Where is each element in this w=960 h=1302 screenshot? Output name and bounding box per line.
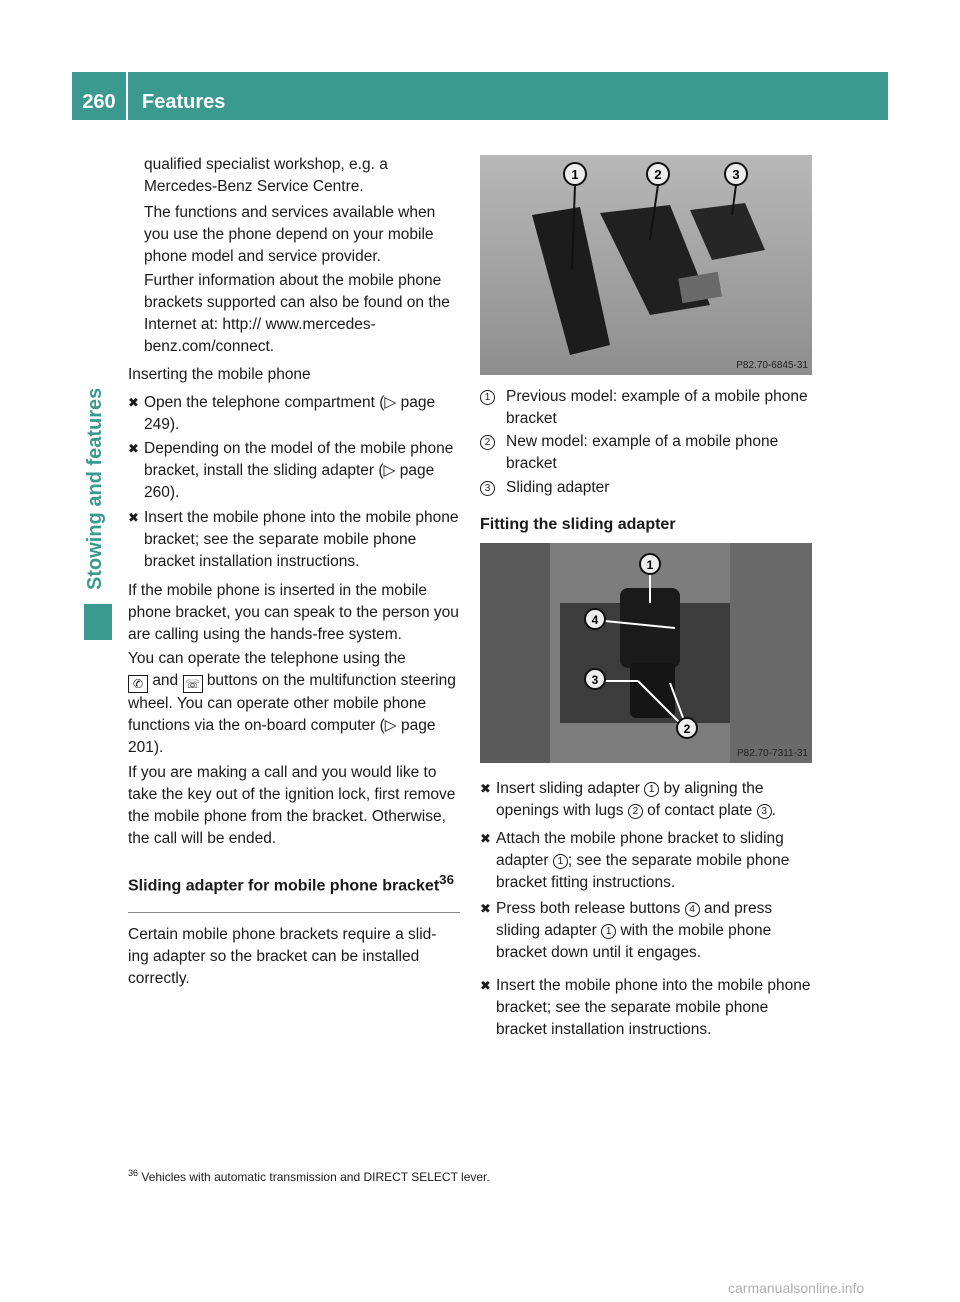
step-item: Press both release buttons 4 and press sliding adapter 1 with the mobile phone bracket down until it engages. [496,900,773,961]
legend-number: 2 [480,431,495,453]
paragraph: If you are making a call and you would like to take the key out of the ignition lock, first remove the mobile phone from the bracket. Otherwise, the call will be ended. [128,764,456,847]
svg-text:3: 3 [591,673,599,687]
x-bullet-icon: ✖ [128,395,139,410]
phone-brackets-photo [480,155,812,375]
step-item: Insert sliding adapter 1 by aligning the openings with lugs 2 of contact plate 3 . [496,780,776,819]
bullet-item: Insert the mobile phone into the mobile phone bracket; see the separate mobile phone bracket installation instructions. [144,509,459,570]
bullet-item: Depending on the model of the mobile phone bracket, install the sliding adapter (▷ page 260). [144,440,454,501]
page-number: 260 [72,72,126,120]
x-bullet-icon: ✖ [480,901,491,916]
watermark: carmanualsonline.info [728,1280,865,1296]
step-item: Attach the mobile phone bracket to sliding adapter 1 ; see the separate mobile phone bracket fitting instructions. [496,830,790,891]
side-tab-block [84,604,112,640]
phone-brackets-illustration [480,155,812,375]
legend-item: Sliding adapter [506,479,610,496]
paragraph: Certain mobile phone brackets require a slid- ing adapter so the bracket can be installed correctly. [128,926,437,987]
sliding-adapter-illustration [480,543,812,763]
paragraph: Inserting the mobile phone [128,366,311,383]
sliding-adapter-photo [480,543,812,763]
image-code: P82.70-7311-31 [737,748,808,759]
section-heading: Sliding adapter for mobile phone bracket$^{36}$ [128,872,454,895]
legend-number: 3 [480,477,495,499]
legend-number: 1 [480,386,495,408]
paragraph: Further information about the mobile phone brackets supported can also be found on the Internet at: http:// www.mercedes-benz.com/connect. [144,272,450,355]
paragraph: If the mobile phone is inserted in the mobile phone bracket, you can speak to the person you are calling using the hands-free system. [128,582,459,643]
footnote: $^{36}$ Vehicles with automatic transmission and DIRECT SELECT lever. [128,1168,490,1184]
bullet-item: Open the telephone compartment (▷ page 249). [144,394,436,433]
step-item: Insert the mobile phone into the mobile phone bracket; see the separate mobile phone bracket installation instructions. [496,977,811,1038]
paragraph: You can operate the telephone using the ✆ and ☏ buttons on the multifunction steering wheel. You can operate other mobile phone functions via the on-board computer (▷ page 201). [128,650,456,756]
paragraph: The functions and services available when you use the phone depend on your mobile phone model and service provider. [144,204,436,265]
svg-text:3: 3 [732,167,740,182]
section-heading: Fitting the sliding adapter [480,516,676,533]
x-bullet-icon: ✖ [480,978,491,993]
phone-answer-icon: ✆ [128,675,148,693]
section-title: Features [128,72,888,120]
x-bullet-icon: ✖ [480,831,491,846]
svg-text:2: 2 [683,722,691,736]
side-tab-label: Stowing and features [84,387,106,590]
x-bullet-icon: ✖ [128,441,139,456]
x-bullet-icon: ✖ [480,781,491,796]
divider [128,912,460,913]
svg-text:1: 1 [646,558,654,572]
svg-text:1: 1 [571,167,579,182]
image-code: P82.70-6845-31 [736,360,808,371]
svg-text:4: 4 [591,613,599,627]
svg-text:2: 2 [654,167,662,182]
paragraph: qualified specialist workshop, e.g. a Mercedes-Benz Service Centre. [144,156,388,195]
phone-hangup-icon: ☏ [183,675,203,693]
legend-item: New model: example of a mobile phone bracket [506,433,779,472]
legend-item: Previous model: example of a mobile phone bracket [506,388,808,427]
x-bullet-icon: ✖ [128,510,139,525]
